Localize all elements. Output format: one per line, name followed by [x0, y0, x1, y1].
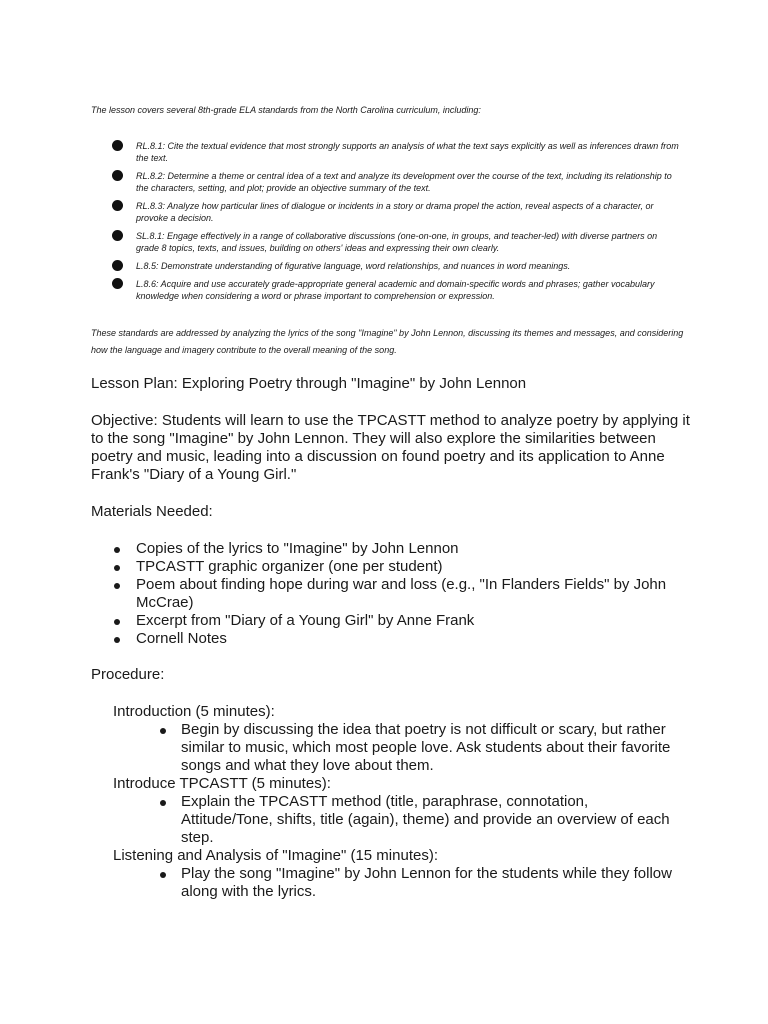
list-item: Poem about finding hope during war and loss (e.g., "In Flanders Fields" by John McCrae) — [112, 576, 682, 612]
procedure-list — [113, 703, 683, 901]
standard-item: L.8.5: Demonstrate understanding of figurative language, word relationships, and nuances in word meanings. — [112, 260, 682, 272]
standard-item: RL.8.2: Determine a theme or central idea of a text and analyze its development over the course of the text, including its relationship to the characters, setting, and plot; provide an objective summary of the text. — [112, 170, 682, 194]
standards-intro: The lesson covers several 8th-grade ELA standards from the North Carolina curriculum, including: — [91, 105, 481, 115]
procedure-heading: Procedure: — [91, 666, 165, 683]
procedure-details — [113, 793, 683, 847]
lesson-title: Lesson Plan: Exploring Poetry through "Imagine" by John Lennon — [91, 375, 527, 392]
bullet-icon — [114, 637, 120, 643]
list-item: TPCASTT graphic organizer (one per student) — [112, 558, 682, 576]
procedure-step: Introduce TPCASTT (5 minutes): — [113, 775, 331, 792]
standard-item: L.8.6: Acquire and use accurately grade-appropriate general academic and domain-specific words and phrases; gather vocabulary knowledge when considering a word or phrase important to comprehension or expression. — [112, 278, 682, 302]
standards-closing: These standards are addressed by analyzing the lyrics of the song "Imagine" by John Lennon, discussing its themes and messages, and considering how the language and imagery contribute to the overall meaning of the song. — [91, 328, 684, 355]
procedure-details — [113, 865, 683, 901]
list-item: Begin by discussing the idea that poetry is not difficult or scary, but rather similar to music, which most people love. Ask students about their favorite songs and what they love about them. — [158, 721, 683, 775]
bullet-icon — [112, 170, 123, 181]
list-item: Copies of the lyrics to "Imagine" by John Lennon — [112, 540, 682, 558]
objective-paragraph: Objective: Students will learn to use the TPCASTT method to analyze poetry by applying it to the song "Imagine" by John Lennon. They will also explore the similarities between poetry and music, leading into a discussion on found poetry and its application to Anne Frank's "Diary of a Young Girl." — [91, 412, 690, 483]
materials-list — [112, 540, 682, 648]
list-item: Cornell Notes — [112, 630, 682, 648]
procedure-step: Introduction (5 minutes): — [113, 703, 275, 720]
bullet-icon — [114, 547, 120, 553]
bullet-icon — [112, 200, 123, 211]
list-item: Explain the TPCASTT method (title, paraphrase, connotation, Attitude/Tone, shifts, title (again), theme) and provide an overview of each step. — [158, 793, 683, 847]
bullet-icon — [112, 278, 123, 289]
standard-item: RL.8.1: Cite the textual evidence that most strongly supports an analysis of what the text says explicitly as well as inferences drawn from the text. — [112, 140, 682, 164]
bullet-icon — [114, 583, 120, 589]
bullet-icon — [114, 619, 120, 625]
list-item: Excerpt from "Diary of a Young Girl" by Anne Frank — [112, 612, 682, 630]
standards-list — [112, 140, 682, 308]
standard-item: SL.8.1: Engage effectively in a range of collaborative discussions (one-on-one, in groups, and teacher-led) with diverse partners on grade 8 topics, texts, and issues, building on others' ideas and expressing their own clearly. — [112, 230, 682, 254]
procedure-step: Listening and Analysis of "Imagine" (15 minutes): — [113, 847, 438, 864]
bullet-icon — [112, 230, 123, 241]
bullet-icon — [112, 140, 123, 151]
bullet-icon — [160, 800, 166, 806]
bullet-icon — [160, 728, 166, 734]
list-item: Play the song "Imagine" by John Lennon for the students while they follow along with the lyrics. — [158, 865, 683, 901]
materials-heading: Materials Needed: — [91, 503, 213, 520]
procedure-details — [113, 721, 683, 775]
bullet-icon — [160, 872, 166, 878]
bullet-icon — [112, 260, 123, 271]
bullet-icon — [114, 565, 120, 571]
standard-item: RL.8.3: Analyze how particular lines of dialogue or incidents in a story or drama propel the action, reveal aspects of a character, or provoke a decision. — [112, 200, 682, 224]
